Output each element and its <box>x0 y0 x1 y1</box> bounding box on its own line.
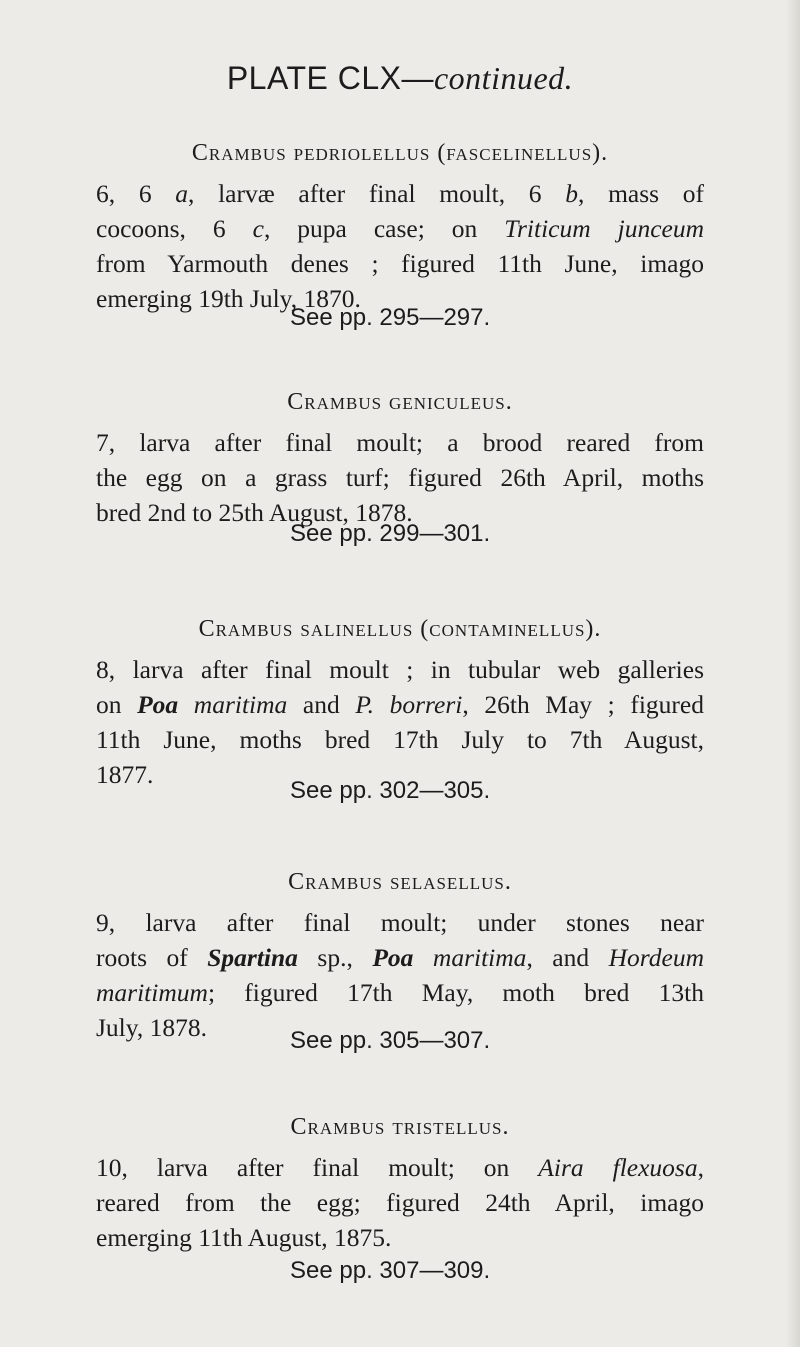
text-line: bred 2nd to 25th August, 1878. <box>96 498 413 527</box>
italic-term: Hordeum <box>608 943 704 972</box>
continued-label: continued. <box>433 60 574 96</box>
text-line: 6, 6 a, larvæ after final moult, 6 b, mass of <box>96 179 704 208</box>
text-line: cocoons, 6 c, pupa case; on Triticum junceum <box>96 214 705 243</box>
italic-term: maritimum <box>96 978 208 1007</box>
species-description <box>96 652 704 792</box>
page-reference: See pp. 302—305. <box>290 777 491 804</box>
page-reference: See pp. 299—301. <box>290 520 491 547</box>
italic-term: maritima <box>193 690 288 719</box>
text-line: roots of Spartina sp., Poa maritima, and Hordeum <box>96 943 704 972</box>
species-description <box>96 905 704 1045</box>
page-reference: See pp. 307—309. <box>290 1257 491 1284</box>
text-line: 10, larva after final moult; on Aira flexuosa, <box>96 1153 704 1182</box>
text-line: on Poa maritima and P. borreri, 26th May ; figured <box>96 690 704 719</box>
species-heading: Crambus salinellus (contaminellus). <box>198 616 602 642</box>
text-line: 8, larva after final moult ; in tubular web galleries <box>96 655 704 684</box>
text-line: the egg on a grass turf; figured 26th April, moths <box>96 463 704 492</box>
italic-term: c <box>252 214 264 243</box>
species-description <box>96 1150 704 1255</box>
text-line: 11th June, moths bred 17th July to 7th August, <box>96 725 704 754</box>
species-heading: Crambus selasellus. <box>288 869 512 895</box>
page-edge-shadow <box>786 0 800 1347</box>
page-title <box>0 60 800 97</box>
species-description <box>96 425 704 530</box>
bold-italic-term: Spartina <box>207 943 298 972</box>
text-line: from Yarmouth denes ; figured 11th June, imago <box>96 249 704 278</box>
text-line: July, 1878. <box>96 1013 207 1042</box>
page-reference: See pp. 305—307. <box>290 1027 491 1054</box>
text-line: reared from the egg; figured 24th April, imago <box>96 1188 704 1217</box>
bold-italic-term: Poa <box>137 690 179 719</box>
italic-term: maritima <box>432 943 527 972</box>
italic-term: a <box>175 179 189 208</box>
text-line: emerging 19th July, 1870. <box>96 284 361 313</box>
text-line: maritimum; figured 17th May, moth bred 13th <box>96 978 704 1007</box>
italic-term: Triticum junceum <box>504 214 705 243</box>
text-line: emerging 11th August, 1875. <box>96 1223 392 1252</box>
italic-term: Aira flexuosa <box>538 1153 698 1182</box>
text-line: 1877. <box>96 760 154 789</box>
italic-term: P. borreri <box>355 690 463 719</box>
italic-term: b <box>565 179 578 208</box>
page-reference: See pp. 295—297. <box>290 304 491 331</box>
text-line: 7, larva after final moult; a brood reared from <box>96 428 704 457</box>
species-description <box>96 176 704 316</box>
species-heading: Crambus pedriolellus (fascelinellus). <box>191 140 609 166</box>
species-heading: Crambus tristellus. <box>290 1114 510 1140</box>
species-heading: Crambus geniculeus. <box>287 389 513 415</box>
text-line: 9, larva after final moult; under stones near <box>96 908 704 937</box>
plate-title: PLATE CLX— <box>226 60 434 96</box>
bold-italic-term: Poa <box>372 943 414 972</box>
